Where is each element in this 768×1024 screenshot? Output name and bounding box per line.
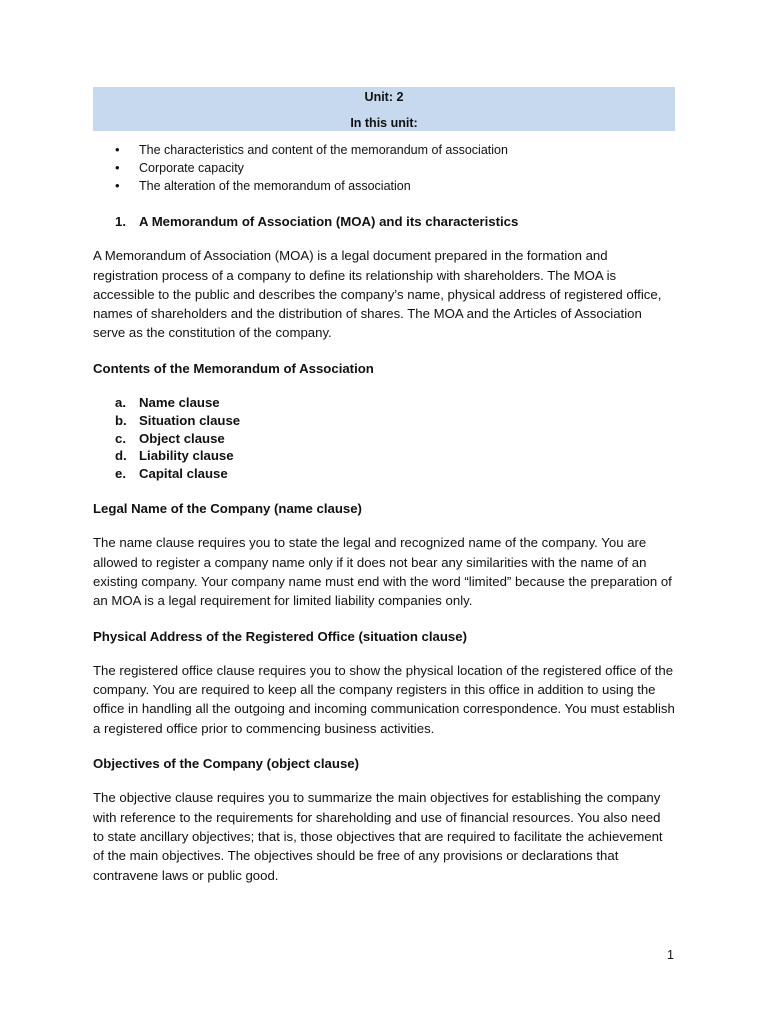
section-number: 1. — [115, 214, 126, 229]
contents-list — [93, 394, 675, 483]
section-heading — [93, 212, 675, 231]
object-clause-heading: Objectives of the Company (object clause) — [93, 756, 360, 772]
list-item-label: Situation clause — [139, 412, 241, 428]
list-marker: d. — [115, 448, 127, 464]
list-marker: e. — [115, 466, 126, 482]
list-item — [93, 430, 675, 448]
name-clause-paragraph: The name clause requires you to state the legal and recognized name of the company. You are allowed to register a company name only if it does not bear any similarities with the name of an existing company. Your company name must end with the word “limited” because the preparation of an MOA is a legal requirement for limited liability companies only. — [93, 535, 672, 609]
situation-clause-heading: Physical Address of the Registered Office (situation clause) — [93, 628, 467, 644]
list-item: • The characteristics and content of the memorandum of association — [93, 141, 675, 159]
unit-banner — [93, 87, 675, 131]
page-number: 1 — [667, 948, 674, 962]
situation-clause-paragraph: The registered office clause requires you to show the physical location of the registered office of the company. You are required to keep all the company registers in this office in addition to using the office in handling all the outgoing and incoming communication correspondence. You must establish a registered office prior to commencing business activities. — [93, 662, 675, 736]
list-marker: c. — [115, 430, 126, 446]
list-marker: b. — [115, 412, 127, 428]
unit-subtitle: In this unit: — [350, 116, 418, 130]
unit-topics-list — [93, 141, 675, 195]
list-item-label: Capital clause — [139, 466, 228, 482]
list-item-label: Liability clause — [139, 448, 234, 464]
contents-heading: Contents of the Memorandum of Association — [93, 360, 374, 376]
name-clause-heading: Legal Name of the Company (name clause) — [93, 501, 362, 517]
unit-title: Unit: 2 — [364, 90, 404, 104]
list-item: • Corporate capacity — [93, 159, 675, 177]
list-item — [93, 447, 675, 465]
list-item-label: Name clause — [139, 395, 220, 411]
list-marker: a. — [115, 395, 126, 411]
intro-paragraph: A Memorandum of Association (MOA) is a legal document prepared in the formation and registration process of a company to define its relationship with shareholders. The MOA is accessible to the public and describes the company’s name, physical address of registered office, names of shareholders and the distribution of shares. The MOA and the Articles of Association serve as the constitution of the company. — [93, 248, 662, 341]
object-clause-paragraph: The objective clause requires you to summarize the main objectives for establishing the company with reference to the requirements for shareholding and use of financial resources. You also need to state ancillary objectives; that is, those objectives that are required to facilitate the achievement of the main objectives. The objectives should be free of any provisions or declarations that contravene laws or public good. — [93, 790, 663, 883]
list-item — [93, 394, 675, 412]
list-item — [93, 465, 675, 483]
list-item-label: Object clause — [139, 430, 225, 446]
document-page — [93, 87, 675, 885]
section-heading-text: A Memorandum of Association (MOA) and its characteristics — [139, 214, 519, 229]
list-item: • The alteration of the memorandum of association — [93, 177, 675, 195]
list-item — [93, 412, 675, 430]
